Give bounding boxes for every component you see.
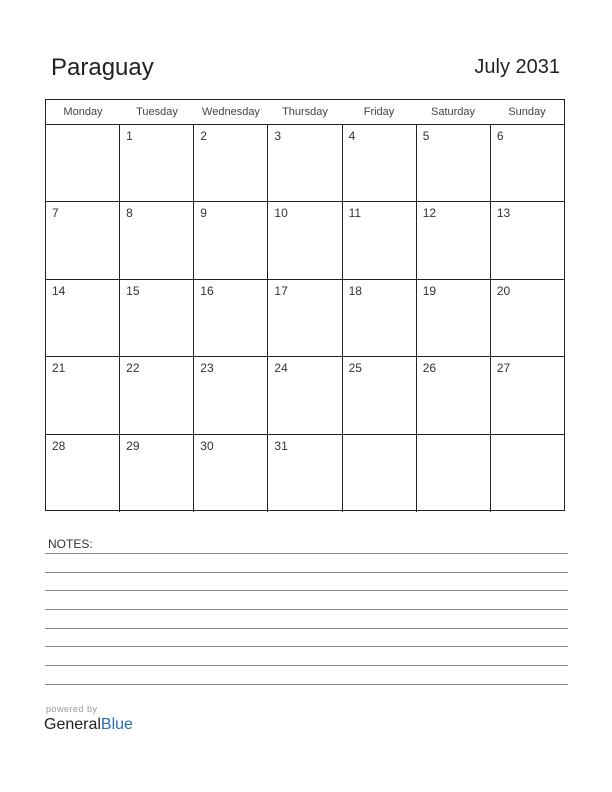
day-cell: 23 (194, 357, 268, 433)
day-cell: 16 (194, 280, 268, 356)
brand-blue: Blue (100, 716, 133, 733)
day-cell: 3 (268, 125, 342, 201)
day-cell: 28 (46, 435, 120, 512)
day-cell: 30 (194, 435, 268, 512)
note-line (45, 590, 568, 591)
weekday-header-row (46, 100, 564, 125)
day-cell (46, 125, 120, 201)
calendar-grid (45, 99, 565, 511)
week-row (46, 435, 564, 512)
week-row (46, 357, 564, 434)
day-cell: 10 (268, 202, 342, 278)
week-row (46, 125, 564, 202)
weekday-header: Monday (63, 106, 103, 118)
note-line (45, 553, 568, 554)
day-cell: 12 (417, 202, 491, 278)
powered-by-text: powered by (46, 704, 98, 714)
brand-logo (44, 716, 133, 734)
day-cell: 15 (120, 280, 194, 356)
day-cell: 24 (268, 357, 342, 433)
day-cell: 14 (46, 280, 120, 356)
weekday-header: Tuesday (136, 106, 178, 118)
weekday-header: Saturday (430, 106, 476, 118)
weekday-header: Sunday (508, 106, 546, 118)
notes-label: NOTES: (48, 537, 93, 551)
day-cell: 6 (496, 129, 504, 143)
day-cell: 20 (496, 283, 511, 298)
day-cell: 7 (46, 202, 120, 278)
week-row (46, 280, 564, 357)
note-line (45, 628, 568, 629)
page-title: Paraguay (51, 54, 154, 81)
day-cell: 1 (120, 125, 194, 201)
week-row (46, 202, 564, 279)
day-cell: 11 (343, 202, 417, 278)
day-cell: 25 (343, 357, 417, 433)
weekday-header: Friday (363, 106, 395, 118)
weekday-header: Wednesday (202, 106, 260, 118)
note-line (45, 665, 568, 666)
day-cell (343, 435, 417, 512)
weekday-header: Thursday (282, 106, 328, 118)
day-cell: 4 (343, 125, 417, 201)
day-cell: 22 (120, 357, 194, 433)
day-cell: 17 (268, 280, 342, 356)
note-line (45, 646, 568, 647)
day-cell (491, 435, 564, 512)
note-line (45, 609, 568, 610)
day-cell: 5 (417, 125, 491, 201)
day-cell: 9 (194, 202, 268, 278)
day-cell: 21 (46, 357, 120, 433)
note-line (45, 572, 568, 573)
day-cell: 19 (417, 280, 491, 356)
note-line (45, 684, 568, 685)
day-cell: 2 (194, 125, 268, 201)
day-cell: 27 (496, 361, 511, 376)
day-cell: 13 (496, 206, 511, 221)
day-cell: 31 (268, 435, 342, 512)
day-cell: 29 (120, 435, 194, 512)
day-cell: 8 (120, 202, 194, 278)
day-cell (417, 435, 491, 512)
brand-general: General (44, 716, 101, 733)
day-cell: 18 (343, 280, 417, 356)
day-cell: 26 (417, 357, 491, 433)
month-year: July 2031 (474, 56, 560, 78)
